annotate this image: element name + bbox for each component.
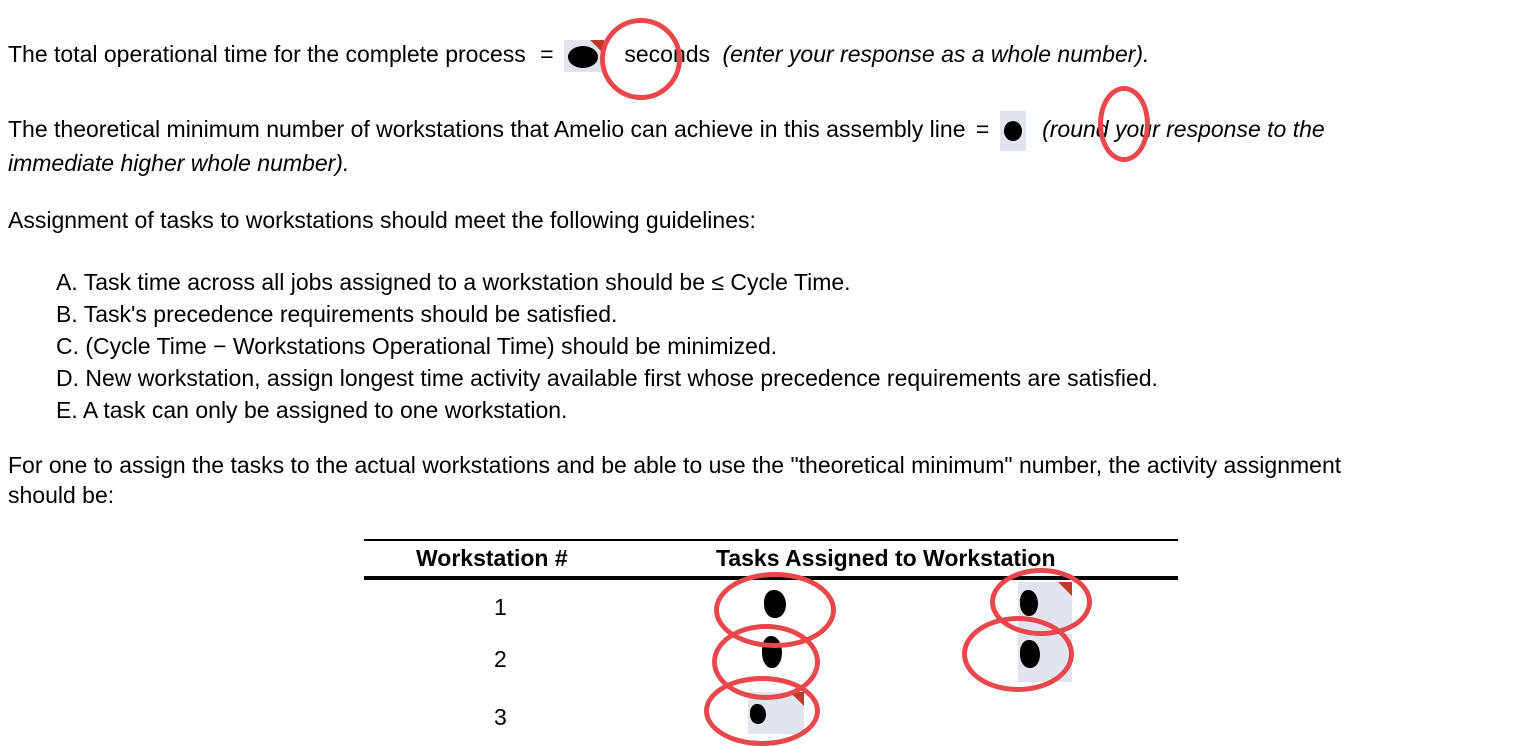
total-time-suffix: seconds (624, 41, 711, 68)
task-input-r2-c2[interactable] (1018, 634, 1072, 682)
total-time-input[interactable] (564, 40, 604, 72)
guidelines-list (56, 266, 1158, 426)
min-workstations-hint: (round your response to the (1042, 116, 1325, 143)
redaction-mark (1020, 640, 1040, 668)
redaction-mark (762, 636, 782, 668)
min-workstations-prefix: The theoretical minimum number of workstations that Amelio can achieve in this assembly line (8, 116, 966, 143)
task-input-r3-c1[interactable] (748, 692, 804, 734)
total-time-equals: = (540, 41, 554, 68)
flag-icon (790, 692, 804, 706)
redaction-mark (750, 704, 766, 724)
min-workstations-hint-cont: immediate higher whole number). (8, 150, 350, 176)
task-input-r1-c2[interactable] (1018, 582, 1072, 630)
table-header-workstation: Workstation # (416, 545, 568, 571)
flag-icon (590, 40, 604, 54)
guideline-item: C. (Cycle Time − Workstations Operational Time) should be minimized. (56, 333, 778, 359)
table-header-rule (364, 576, 1178, 580)
table-row-workstation-number: 2 (494, 646, 507, 672)
table-top-rule (364, 539, 1178, 541)
assign-intro-cont: should be: (8, 482, 115, 508)
redaction-mark (764, 590, 786, 618)
min-workstations-input[interactable] (1000, 111, 1026, 151)
table-row-workstation-number: 3 (494, 704, 507, 730)
min-workstations-line (8, 111, 1325, 151)
redaction-mark (1004, 121, 1022, 141)
task-input-r1-c1[interactable] (758, 584, 786, 624)
assign-intro: For one to assign the tasks to the actual workstations and be able to use the "theoretical minimum" number, the activity assignment (8, 452, 1342, 478)
table-row-workstation-number: 1 (494, 594, 507, 620)
total-time-prefix: The total operational time for the complete process (8, 41, 526, 68)
min-workstations-equals: = (975, 116, 990, 143)
guidelines-intro: Assignment of tasks to workstations should meet the following guidelines: (8, 207, 756, 233)
task-input-r2-c1[interactable] (756, 632, 786, 674)
table-header-tasks: Tasks Assigned to Workstation (716, 545, 1056, 571)
redaction-mark (1020, 590, 1038, 616)
guideline-item: E. A task can only be assigned to one workstation. (56, 397, 568, 423)
total-time-hint: (enter your response as a whole number). (722, 41, 1150, 68)
total-time-line (8, 40, 1149, 72)
guideline-item: D. New workstation, assign longest time activity available first whose precedence requirements are satisfied. (56, 365, 1158, 391)
guideline-item: B. Task's precedence requirements should be satisfied. (56, 301, 618, 327)
guideline-item: A. Task time across all jobs assigned to a workstation should be ≤ Cycle Time. (56, 269, 851, 295)
flag-icon (1058, 582, 1072, 596)
